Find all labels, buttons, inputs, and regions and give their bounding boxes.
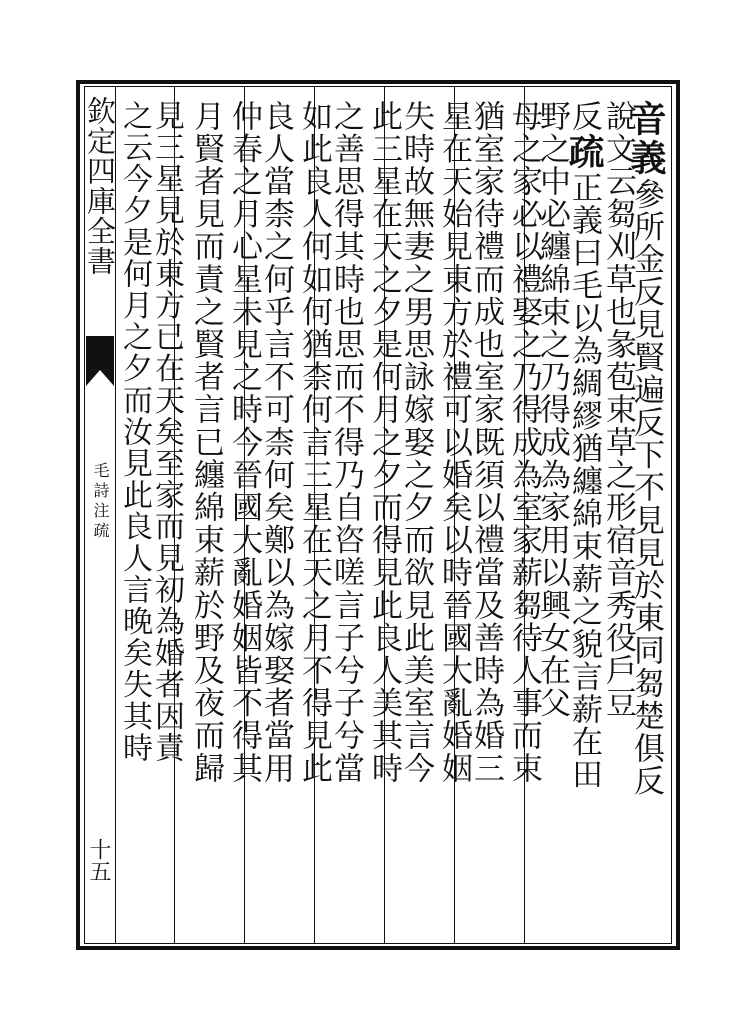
text-column-6: 猶室家待禮而成也室家既須以禮當及善時為婚三: [468, 100, 504, 785]
text-column-2: 說文云芻刈草也彖苞束草之形宿音秀役戶豆: [600, 100, 636, 720]
text-column-9: 此三星在天之夕是何月之夕而得見此良人美其時: [366, 100, 402, 785]
text-column-14: 月賢者見而責之賢者言已纏綿束薪於野及夜而歸: [188, 100, 224, 785]
text-column-11: 如此良人何如何猶柰何言三星在天之月不得見此: [296, 100, 332, 785]
text-column-12: 良人當柰之何乎言不可柰何矣鄭以為嫁娶者當用: [258, 100, 294, 785]
text-column-13: 仲春之月心星未見之時今晉國大亂婚姻皆不得其: [226, 100, 262, 785]
chapter-title: 毛詩注疏: [91, 462, 110, 542]
text-column-16: 之云今夕是何月之夕而汝見此良人言晚矣失其時: [117, 100, 152, 764]
text-column-5: 母之家必以禮娶之乃得成為室家薪芻待人事而束: [506, 100, 542, 785]
text-column-3-start: 反: [566, 100, 602, 133]
book-title: 欽定四庫全書: [83, 96, 117, 276]
yinyi-heading: 音義: [625, 100, 667, 178]
text-column-7: 星在天始見東方於禮可以婚矣以時晉國大亂婚姻: [436, 100, 472, 785]
shu-heading: 疏: [563, 132, 605, 172]
text-column-4: 野之中必纏綿束之乃得成為家用以興女在父: [534, 100, 570, 720]
text-column-1-body: 參所金反見賢遍反下不見見於東同芻楚俱反: [628, 178, 664, 798]
text-column-15: 見三星見於東方已在天矣至家而見初為婚者因責: [149, 100, 184, 764]
text-column-8: 失時故無妻之男思詠嫁娶之夕而欲見此美室言今: [398, 100, 434, 785]
text-column-10: 之善思得其時也思而不得乃自咨嗟言子兮子兮當: [328, 100, 364, 785]
text-column-3-body: 正義曰毛以為綢繆猶纏綿束薪之貌言薪在田: [566, 171, 602, 792]
fish-tail-mark-icon: [86, 336, 114, 386]
page-number: 十五: [86, 838, 111, 882]
text-column-3: [563, 100, 605, 930]
